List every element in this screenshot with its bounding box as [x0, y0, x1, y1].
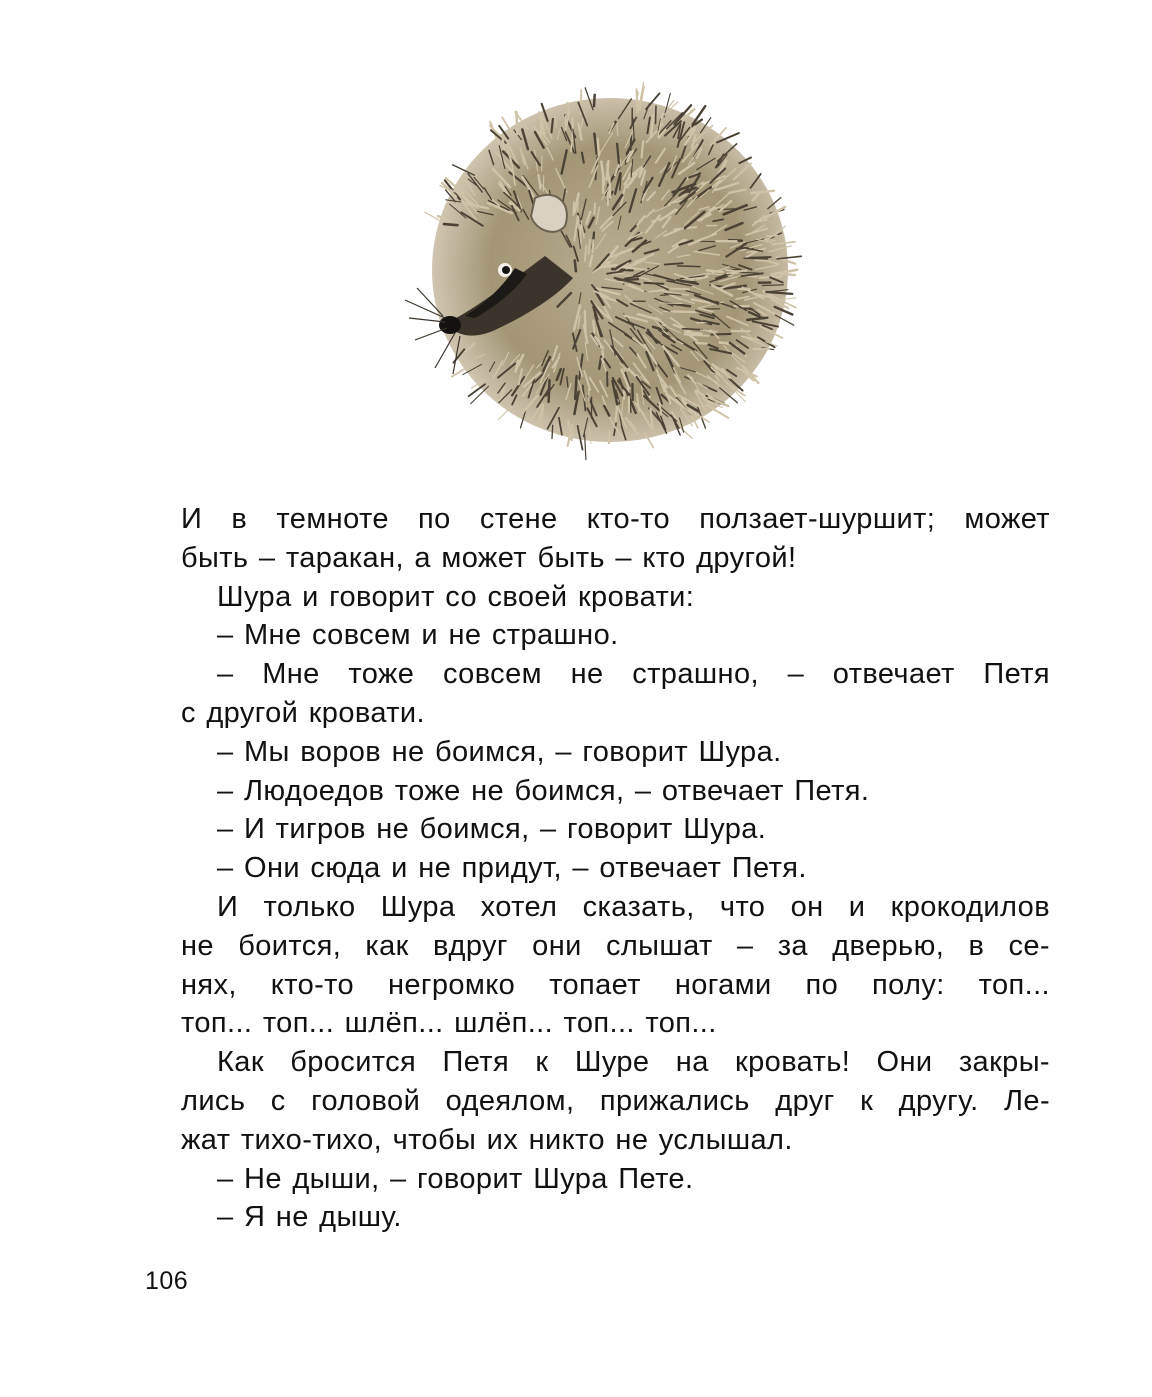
page-number: 106 — [145, 1267, 189, 1295]
text-line: – Мне совсем и не страшно. — [217, 619, 619, 652]
text-line: И в темноте по стене кто-то ползает-шуршит; может — [181, 503, 1050, 535]
paragraph — [145, 500, 1050, 578]
text-line: не боится, как вдруг они слышат – за дверью, в се- — [181, 929, 1050, 962]
text-line: – Не дыши, – говорит Шура Пете. — [217, 1162, 694, 1195]
text-line: – Они сюда и не придут, – отвечает Петя. — [217, 852, 807, 885]
text-line: – Мы воров не боимся, – говорит Шура. — [217, 735, 782, 768]
text-line: жат тихо-тихо, чтобы их никто не услышал. — [181, 1123, 793, 1156]
paragraph — [145, 733, 1050, 772]
paragraph — [145, 810, 1050, 849]
paragraph — [145, 1198, 1050, 1237]
paragraph — [145, 616, 1050, 655]
text-line: быть – таракан, а может быть – кто другой! — [181, 541, 797, 574]
paragraph — [145, 849, 1050, 888]
paragraph — [145, 655, 1050, 733]
paragraph — [145, 578, 1050, 617]
paragraph — [145, 1160, 1050, 1199]
hedgehog-illustration — [395, 78, 805, 473]
text-line: – Я не дышу. — [217, 1201, 402, 1234]
text-line: топ... топ... шлёп... шлёп... топ... топ... — [181, 1007, 717, 1040]
paragraph — [145, 888, 1050, 1043]
text-line: лись с головой одеялом, прижались друг к другу. Ле- — [181, 1084, 1050, 1117]
text-line: с другой кровати. — [181, 696, 425, 729]
text-line: – И тигров не боимся, – говорит Шура. — [217, 813, 767, 846]
text-line: Шура и говорит со своей кровати: — [217, 580, 695, 613]
paragraph — [145, 1043, 1050, 1159]
text-line: И только Шура хотел сказать, что он и крокодилов — [217, 890, 1050, 923]
text-line: – Людоедов тоже не боимся, – отвечает Петя. — [217, 774, 870, 807]
text-line: Как бросится Петя к Шуре на кровать! Они закры- — [217, 1046, 1050, 1079]
text-line: нях, кто-то негромко топает ногами по полу: топ... — [181, 968, 1050, 1001]
paragraph — [145, 772, 1050, 811]
text-line: – Мне тоже совсем не страшно, – отвечает Петя — [217, 658, 1050, 691]
hedgehog-nose — [439, 316, 461, 334]
story-text — [145, 500, 1050, 1237]
hedgehog-ear — [531, 195, 567, 232]
